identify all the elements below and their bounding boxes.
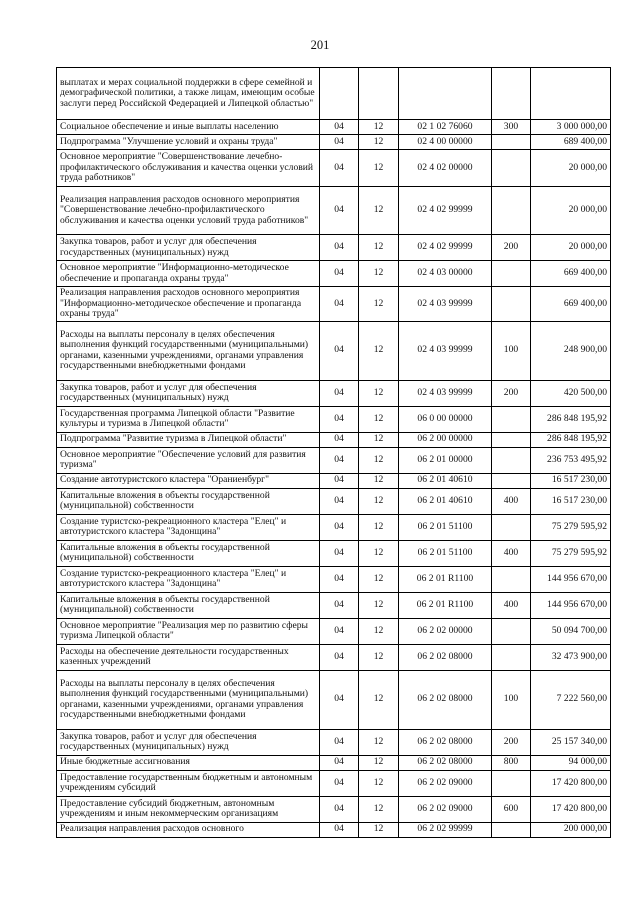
budget-table bbox=[56, 67, 611, 838]
row-target-cell: 06 2 01 40610 bbox=[399, 488, 492, 514]
row-name-cell: Иные бюджетные ассигнования bbox=[57, 755, 320, 770]
row-name-cell: Расходы на обеспечение деятельности государственных казенных учреждений bbox=[57, 644, 320, 670]
row-subsection-cell: 12 bbox=[359, 488, 399, 514]
row-section-cell: 04 bbox=[320, 540, 359, 566]
table-row bbox=[57, 488, 611, 514]
row-name-cell: Расходы на выплаты персоналу в целях обеспечения выполнения функций государственными (муниципальными) органами, казенными учреждениями, органами управления государственными внебюджетными фондами bbox=[57, 670, 320, 729]
row-target-cell bbox=[399, 68, 492, 120]
row-section-cell: 04 bbox=[320, 514, 359, 540]
row-target-cell: 06 2 02 08000 bbox=[399, 644, 492, 670]
row-name-cell: выплатах и мерах социальной поддержки в сфере семейной и демографической политики, а также лицам, имеющим особые заслуги перед Российской Федерацией и Липецкой областью" bbox=[57, 68, 320, 120]
row-subsection-cell: 12 bbox=[359, 796, 399, 822]
row-sum-cell: 17 420 800,00 bbox=[531, 796, 611, 822]
row-sum-cell: 16 517 230,00 bbox=[531, 473, 611, 488]
table-row bbox=[57, 187, 611, 235]
row-type-cell: 400 bbox=[492, 540, 531, 566]
row-subsection-cell: 12 bbox=[359, 261, 399, 287]
row-target-cell: 06 2 02 09000 bbox=[399, 796, 492, 822]
row-target-cell: 06 2 02 08000 bbox=[399, 755, 492, 770]
table-row bbox=[57, 235, 611, 261]
row-name-cell: Подпрограмма "Улучшение условий и охраны труда" bbox=[57, 135, 320, 150]
row-section-cell: 04 bbox=[320, 187, 359, 235]
page-number: 201 bbox=[310, 38, 330, 52]
row-sum-cell: 16 517 230,00 bbox=[531, 488, 611, 514]
row-sum-cell: 94 000,00 bbox=[531, 755, 611, 770]
table-row bbox=[57, 150, 611, 187]
table-row bbox=[57, 380, 611, 406]
row-name-cell: Основное мероприятие "Информационно-методическое обеспечение и пропаганда охраны труда" bbox=[57, 261, 320, 287]
table-row bbox=[57, 68, 611, 120]
row-target-cell: 06 2 02 08000 bbox=[399, 729, 492, 755]
row-target-cell: 06 2 02 08000 bbox=[399, 670, 492, 729]
row-name-cell: Закупка товаров, работ и услуг для обеспечения государственных (муниципальных) нужд bbox=[57, 235, 320, 261]
row-section-cell: 04 bbox=[320, 488, 359, 514]
row-section-cell bbox=[320, 68, 359, 120]
row-type-cell bbox=[492, 150, 531, 187]
row-name-cell: Основное мероприятие "Совершенствование лечебно-профилактического обслуживания и качества оценки условий труда работников" bbox=[57, 150, 320, 187]
row-sum-cell: 200 000,00 bbox=[531, 822, 611, 837]
row-section-cell: 04 bbox=[320, 135, 359, 150]
row-sum-cell bbox=[531, 68, 611, 120]
row-subsection-cell: 12 bbox=[359, 540, 399, 566]
row-sum-cell: 75 279 595,92 bbox=[531, 514, 611, 540]
row-type-cell: 200 bbox=[492, 380, 531, 406]
row-sum-cell: 669 400,00 bbox=[531, 287, 611, 322]
row-subsection-cell: 12 bbox=[359, 150, 399, 187]
row-type-cell bbox=[492, 514, 531, 540]
row-subsection-cell: 12 bbox=[359, 135, 399, 150]
row-sum-cell: 286 848 195,92 bbox=[531, 406, 611, 432]
row-section-cell: 04 bbox=[320, 755, 359, 770]
row-type-cell: 300 bbox=[492, 120, 531, 135]
row-type-cell: 200 bbox=[492, 729, 531, 755]
row-subsection-cell: 12 bbox=[359, 406, 399, 432]
row-type-cell bbox=[492, 473, 531, 488]
row-name-cell: Закупка товаров, работ и услуг для обеспечения государственных (муниципальных) нужд bbox=[57, 729, 320, 755]
row-type-cell bbox=[492, 135, 531, 150]
row-type-cell bbox=[492, 406, 531, 432]
row-sum-cell: 20 000,00 bbox=[531, 150, 611, 187]
row-type-cell bbox=[492, 618, 531, 644]
row-name-cell: Предоставление субсидий бюджетным, автономным учреждениям и иным некоммерческим организациям bbox=[57, 796, 320, 822]
row-name-cell: Создание туристско-рекреационного кластера "Елец" и автотуристского кластера "Задонщина" bbox=[57, 566, 320, 592]
table-row bbox=[57, 644, 611, 670]
row-subsection-cell: 12 bbox=[359, 822, 399, 837]
row-name-cell: Реализация направления расходов основного мероприятия "Информационно-методическое обеспечение и пропаганда охраны труда" bbox=[57, 287, 320, 322]
row-subsection-cell: 12 bbox=[359, 321, 399, 380]
row-subsection-cell: 12 bbox=[359, 432, 399, 447]
table-row bbox=[57, 406, 611, 432]
row-subsection-cell: 12 bbox=[359, 473, 399, 488]
row-type-cell bbox=[492, 447, 531, 473]
row-subsection-cell: 12 bbox=[359, 566, 399, 592]
row-sum-cell: 144 956 670,00 bbox=[531, 566, 611, 592]
row-name-cell: Капитальные вложения в объекты государственной (муниципальной) собственности bbox=[57, 488, 320, 514]
row-subsection-cell: 12 bbox=[359, 618, 399, 644]
row-sum-cell: 248 900,00 bbox=[531, 321, 611, 380]
row-type-cell: 200 bbox=[492, 235, 531, 261]
row-subsection-cell: 12 bbox=[359, 235, 399, 261]
row-section-cell: 04 bbox=[320, 796, 359, 822]
row-type-cell: 400 bbox=[492, 488, 531, 514]
row-target-cell: 02 4 03 99999 bbox=[399, 380, 492, 406]
table-row bbox=[57, 822, 611, 837]
table-row bbox=[57, 770, 611, 796]
row-name-cell: Предоставление государственным бюджетным и автономным учреждениям субсидий bbox=[57, 770, 320, 796]
row-target-cell: 02 4 03 99999 bbox=[399, 321, 492, 380]
row-type-cell bbox=[492, 644, 531, 670]
row-name-cell: Капитальные вложения в объекты государственной (муниципальной) собственности bbox=[57, 592, 320, 618]
row-target-cell: 06 2 01 51100 bbox=[399, 540, 492, 566]
row-section-cell: 04 bbox=[320, 447, 359, 473]
row-target-cell: 02 1 02 76060 bbox=[399, 120, 492, 135]
row-name-cell: Капитальные вложения в объекты государственной (муниципальной) собственности bbox=[57, 540, 320, 566]
row-section-cell: 04 bbox=[320, 432, 359, 447]
row-sum-cell: 32 473 900,00 bbox=[531, 644, 611, 670]
row-section-cell: 04 bbox=[320, 618, 359, 644]
row-sum-cell: 17 420 800,00 bbox=[531, 770, 611, 796]
row-subsection-cell: 12 bbox=[359, 447, 399, 473]
table-row bbox=[57, 135, 611, 150]
row-name-cell: Реализация направления расходов основного bbox=[57, 822, 320, 837]
row-name-cell: Социальное обеспечение и иные выплаты населению bbox=[57, 120, 320, 135]
table-row bbox=[57, 120, 611, 135]
table-row bbox=[57, 796, 611, 822]
row-section-cell: 04 bbox=[320, 261, 359, 287]
row-subsection-cell: 12 bbox=[359, 120, 399, 135]
row-section-cell: 04 bbox=[320, 566, 359, 592]
row-subsection-cell: 12 bbox=[359, 514, 399, 540]
row-type-cell bbox=[492, 187, 531, 235]
table-row bbox=[57, 670, 611, 729]
row-sum-cell: 25 157 340,00 bbox=[531, 729, 611, 755]
table-row bbox=[57, 261, 611, 287]
row-target-cell: 06 0 00 00000 bbox=[399, 406, 492, 432]
row-target-cell: 02 4 03 00000 bbox=[399, 261, 492, 287]
row-sum-cell: 669 400,00 bbox=[531, 261, 611, 287]
row-type-cell bbox=[492, 261, 531, 287]
row-section-cell: 04 bbox=[320, 729, 359, 755]
row-type-cell bbox=[492, 287, 531, 322]
table-row bbox=[57, 287, 611, 322]
table-row bbox=[57, 514, 611, 540]
row-sum-cell: 50 094 700,00 bbox=[531, 618, 611, 644]
row-sum-cell: 20 000,00 bbox=[531, 235, 611, 261]
row-section-cell: 04 bbox=[320, 670, 359, 729]
row-sum-cell: 3 000 000,00 bbox=[531, 120, 611, 135]
table-body bbox=[57, 68, 611, 838]
row-name-cell: Создание автотуристского кластера "Ораниенбург" bbox=[57, 473, 320, 488]
row-type-cell bbox=[492, 68, 531, 120]
row-sum-cell: 689 400,00 bbox=[531, 135, 611, 150]
row-target-cell: 06 2 00 00000 bbox=[399, 432, 492, 447]
row-subsection-cell: 12 bbox=[359, 287, 399, 322]
row-name-cell: Государственная программа Липецкой области "Развитие культуры и туризма в Липецкой области" bbox=[57, 406, 320, 432]
row-type-cell: 100 bbox=[492, 321, 531, 380]
row-subsection-cell: 12 bbox=[359, 187, 399, 235]
row-target-cell: 06 2 02 99999 bbox=[399, 822, 492, 837]
row-sum-cell: 286 848 195,92 bbox=[531, 432, 611, 447]
row-type-cell: 600 bbox=[492, 796, 531, 822]
row-section-cell: 04 bbox=[320, 644, 359, 670]
row-sum-cell: 236 753 495,92 bbox=[531, 447, 611, 473]
row-subsection-cell: 12 bbox=[359, 592, 399, 618]
row-type-cell: 400 bbox=[492, 592, 531, 618]
row-section-cell: 04 bbox=[320, 235, 359, 261]
row-section-cell: 04 bbox=[320, 380, 359, 406]
table-row bbox=[57, 755, 611, 770]
row-target-cell: 06 2 01 51100 bbox=[399, 514, 492, 540]
table-row bbox=[57, 473, 611, 488]
row-sum-cell: 20 000,00 bbox=[531, 187, 611, 235]
row-section-cell: 04 bbox=[320, 592, 359, 618]
row-name-cell: Расходы на выплаты персоналу в целях обеспечения выполнения функций государственными (муниципальными) органами, казенными учреждениями, органами управления государственными внебюджетными фондами bbox=[57, 321, 320, 380]
row-target-cell: 02 4 02 00000 bbox=[399, 150, 492, 187]
row-name-cell: Основное мероприятие "Реализация мер по развитию сферы туризма Липецкой области" bbox=[57, 618, 320, 644]
row-section-cell: 04 bbox=[320, 770, 359, 796]
row-target-cell: 06 2 02 09000 bbox=[399, 770, 492, 796]
row-name-cell: Создание туристско-рекреационного кластера "Елец" и автотуристского кластера "Задонщина" bbox=[57, 514, 320, 540]
row-subsection-cell: 12 bbox=[359, 644, 399, 670]
row-target-cell: 06 2 01 40610 bbox=[399, 473, 492, 488]
table-row bbox=[57, 566, 611, 592]
row-target-cell: 06 2 01 R1100 bbox=[399, 592, 492, 618]
row-subsection-cell: 12 bbox=[359, 755, 399, 770]
row-target-cell: 06 2 01 00000 bbox=[399, 447, 492, 473]
table-row bbox=[57, 321, 611, 380]
table-row bbox=[57, 447, 611, 473]
row-section-cell: 04 bbox=[320, 822, 359, 837]
row-target-cell: 02 4 02 99999 bbox=[399, 187, 492, 235]
row-section-cell: 04 bbox=[320, 406, 359, 432]
row-type-cell bbox=[492, 822, 531, 837]
row-subsection-cell: 12 bbox=[359, 380, 399, 406]
row-name-cell: Закупка товаров, работ и услуг для обеспечения государственных (муниципальных) нужд bbox=[57, 380, 320, 406]
row-sum-cell: 420 500,00 bbox=[531, 380, 611, 406]
row-target-cell: 06 2 01 R1100 bbox=[399, 566, 492, 592]
row-type-cell bbox=[492, 432, 531, 447]
row-subsection-cell: 12 bbox=[359, 670, 399, 729]
row-sum-cell: 7 222 560,00 bbox=[531, 670, 611, 729]
row-subsection-cell bbox=[359, 68, 399, 120]
row-target-cell: 02 4 02 99999 bbox=[399, 235, 492, 261]
row-type-cell: 800 bbox=[492, 755, 531, 770]
row-section-cell: 04 bbox=[320, 287, 359, 322]
row-name-cell: Реализация направления расходов основного мероприятия "Совершенствование лечебно-профилактического обслуживания и качества оценки условий труда работников" bbox=[57, 187, 320, 235]
row-sum-cell: 144 956 670,00 bbox=[531, 592, 611, 618]
row-section-cell: 04 bbox=[320, 150, 359, 187]
row-type-cell: 100 bbox=[492, 670, 531, 729]
row-type-cell bbox=[492, 770, 531, 796]
table-row bbox=[57, 618, 611, 644]
row-section-cell: 04 bbox=[320, 473, 359, 488]
row-name-cell: Подпрограмма "Развитие туризма в Липецкой области" bbox=[57, 432, 320, 447]
table-row bbox=[57, 540, 611, 566]
row-target-cell: 06 2 02 00000 bbox=[399, 618, 492, 644]
row-target-cell: 02 4 00 00000 bbox=[399, 135, 492, 150]
row-subsection-cell: 12 bbox=[359, 729, 399, 755]
table-row bbox=[57, 432, 611, 447]
row-sum-cell: 75 279 595,92 bbox=[531, 540, 611, 566]
row-name-cell: Основное мероприятие "Обеспечение условий для развития туризма" bbox=[57, 447, 320, 473]
row-subsection-cell: 12 bbox=[359, 770, 399, 796]
row-target-cell: 02 4 03 99999 bbox=[399, 287, 492, 322]
row-section-cell: 04 bbox=[320, 120, 359, 135]
table-row bbox=[57, 729, 611, 755]
row-section-cell: 04 bbox=[320, 321, 359, 380]
table-row bbox=[57, 592, 611, 618]
row-type-cell bbox=[492, 566, 531, 592]
